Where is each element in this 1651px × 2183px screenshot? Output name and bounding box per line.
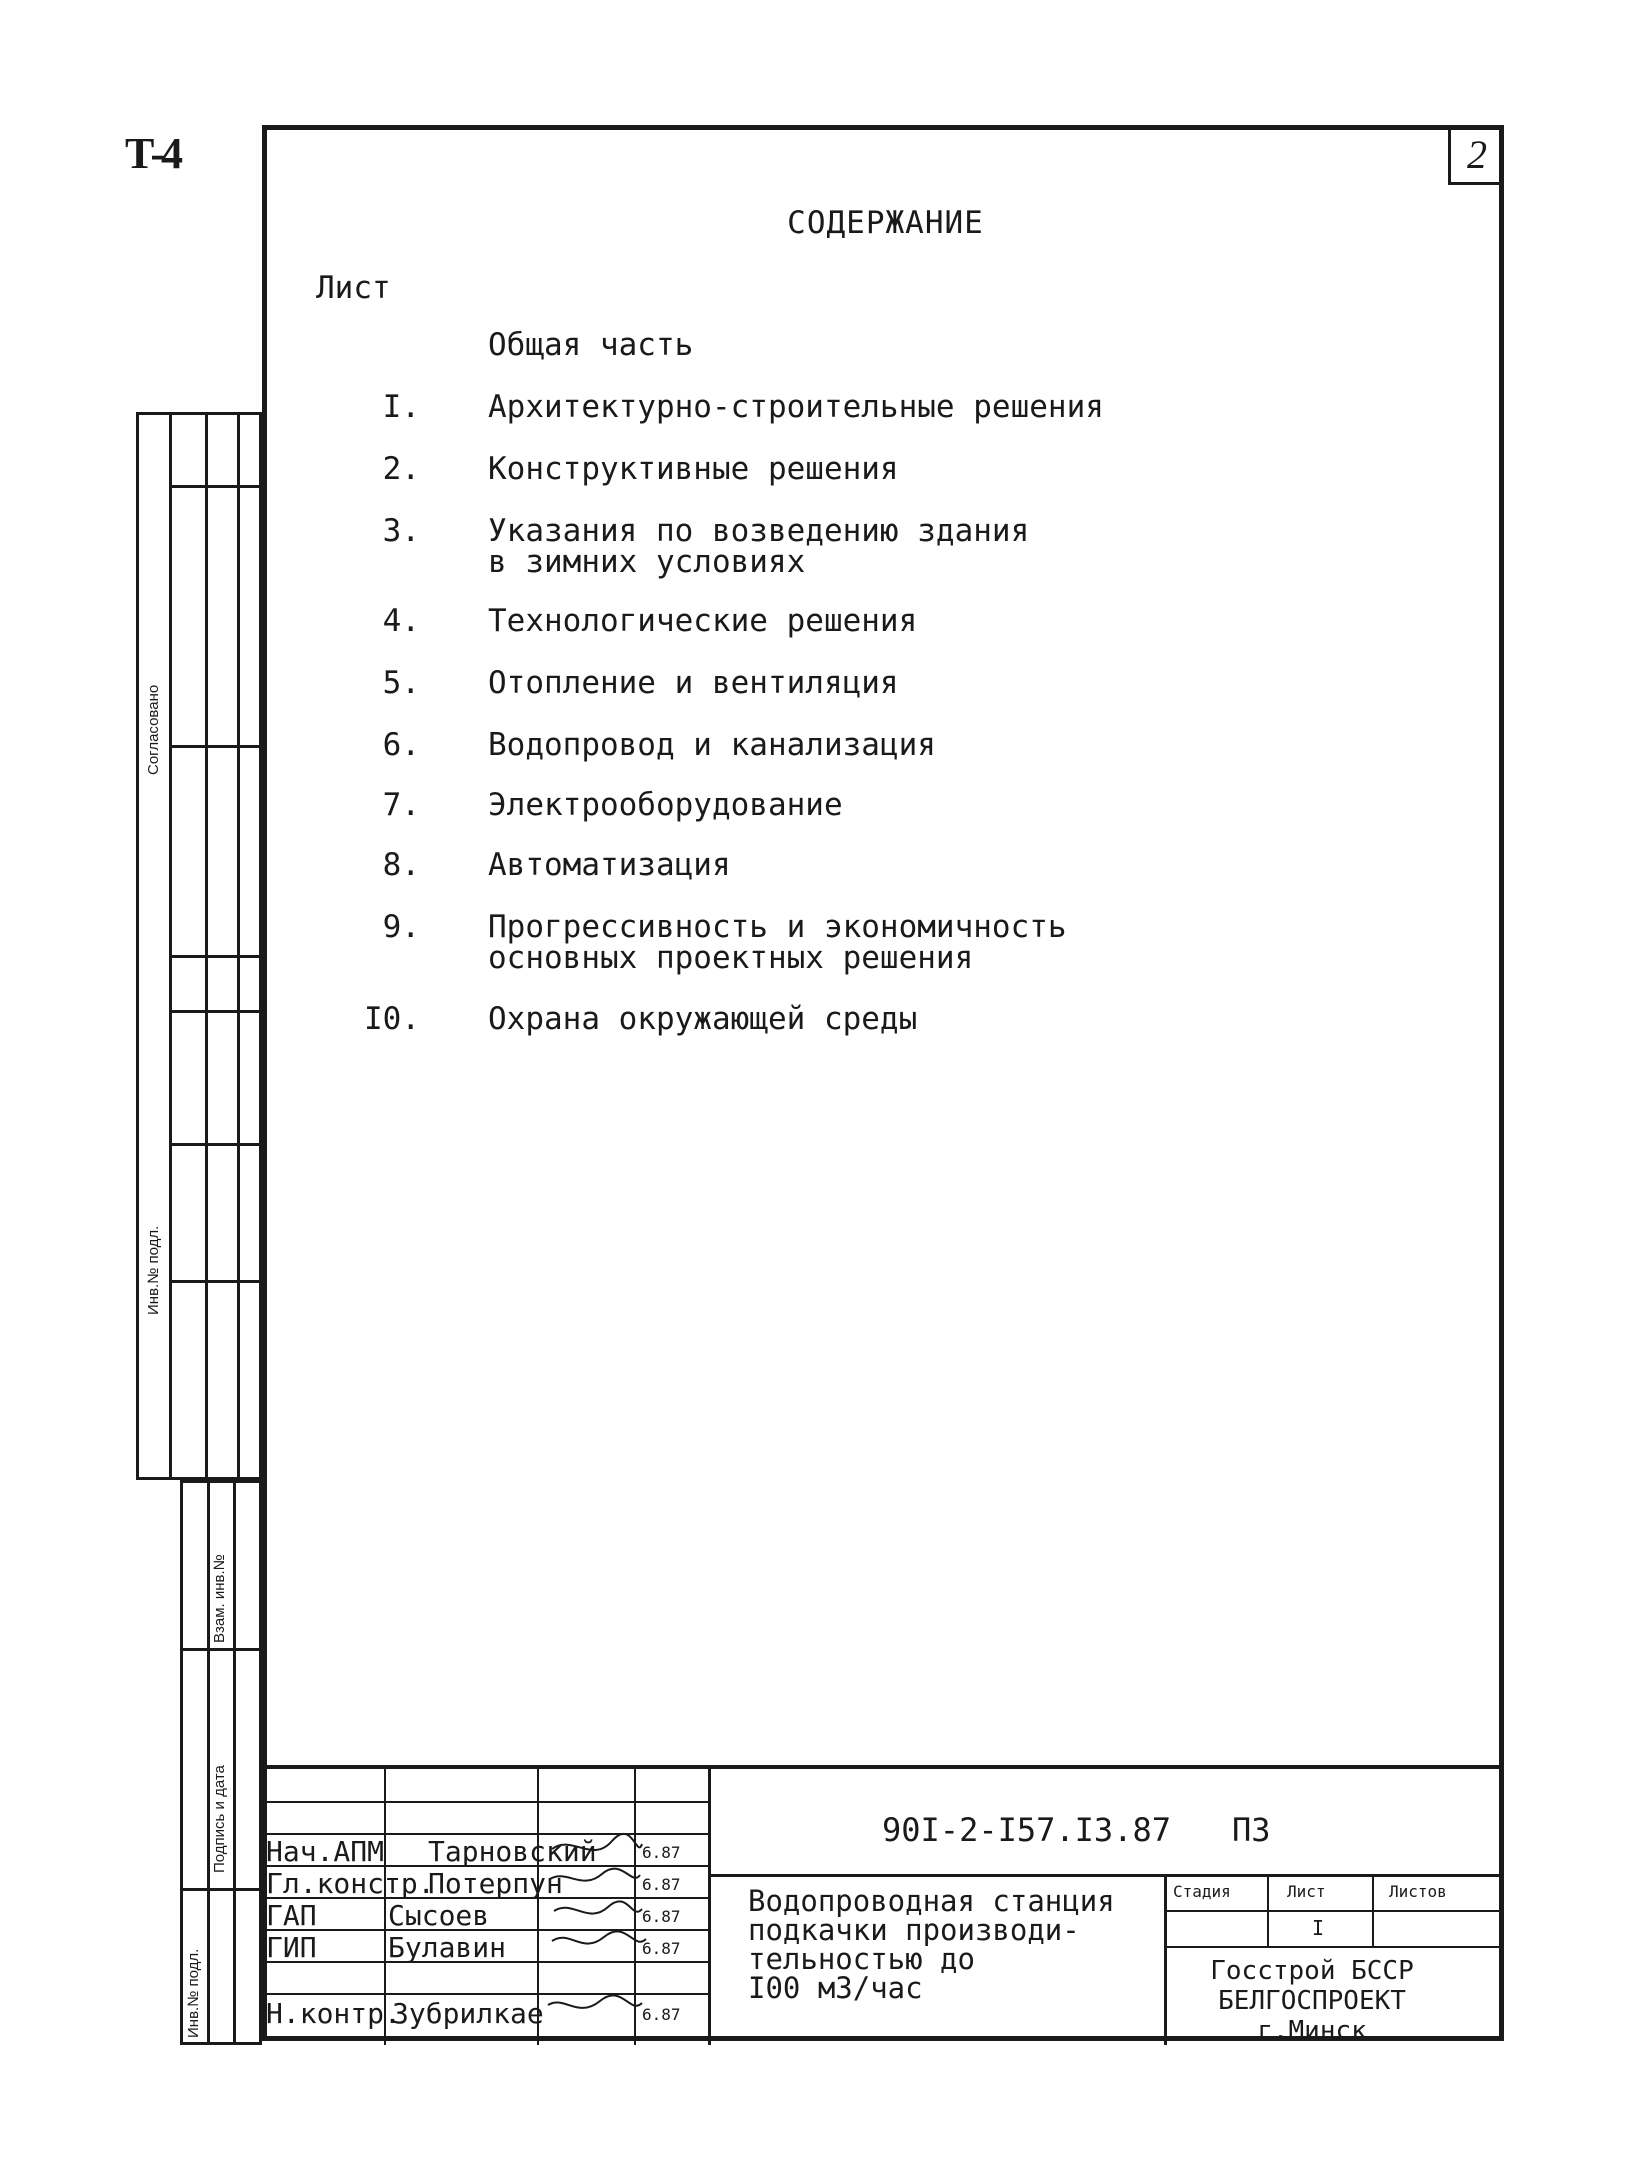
list-item: [382, 909, 1300, 1004]
strip-divider: [183, 1648, 259, 1651]
toc-title: Электрооборудование: [488, 787, 843, 823]
signature-strip: [180, 1480, 262, 2045]
strip-divider: [169, 1280, 259, 1283]
sheet-number: 2: [1448, 128, 1503, 185]
approval-strip: [136, 412, 262, 1480]
page-title: СОДЕРЖАНИЕ: [787, 205, 984, 241]
sheets-header: Листов: [1389, 1882, 1447, 1901]
name-cell: Тарновский: [428, 1835, 597, 1868]
toc-number: I.: [382, 389, 420, 425]
name-cell: Булавин: [388, 1931, 507, 1964]
document-code: 90I-2-I57.I3.87: [882, 1811, 1171, 1849]
handwritten-signatures: [542, 1829, 652, 2029]
toc-number: 3.: [382, 513, 420, 549]
toc-number: I0.: [364, 1001, 420, 1037]
col-divider: [1372, 1874, 1374, 1910]
strip-label: Инв.№ подл.: [185, 1948, 202, 2038]
sheet-value: I: [1312, 1916, 1325, 1940]
list-item: [382, 513, 1300, 606]
list-item: [382, 389, 1300, 454]
list-item: [364, 1001, 1300, 1066]
organization: Госстрой БССР БЕЛГОСПРОЕКТ г.Минск: [1210, 1956, 1414, 2046]
strip-divider: [169, 1143, 259, 1146]
col-divider: [1267, 1874, 1269, 1910]
toc-general-label: Общая часть: [488, 327, 694, 363]
role-cell: ГАП: [266, 1899, 317, 1932]
date-cell: 6.87: [642, 1907, 681, 1926]
stage-header: Стадия: [1173, 1882, 1231, 1901]
role-cell: ГИП: [266, 1931, 317, 1964]
toc-number: 8.: [382, 847, 420, 883]
toc-title: Водопровод и канализация: [488, 727, 936, 763]
strip-divider: [237, 415, 240, 1477]
sheet-info-headers: [1167, 1874, 1504, 1912]
column-header: Лист: [316, 270, 391, 306]
title-block: [262, 1765, 1504, 2045]
role-cell: Гл.констр.: [266, 1867, 435, 1900]
toc-number: 6.: [382, 727, 420, 763]
strip-label: Инв.№ подл.: [145, 1225, 162, 1315]
role-cell: Нач.АПМ: [266, 1835, 385, 1868]
strip-divider: [169, 745, 259, 748]
row-divider: [262, 1801, 708, 1803]
col-divider: [1372, 1910, 1374, 1946]
toc-title: Указания по возведению здания в зимних условиях: [488, 513, 1030, 580]
signatures-table: [262, 1769, 711, 2045]
list-item: [382, 727, 1300, 790]
strip-divider: [169, 415, 172, 1477]
toc-title: Архитектурно-строительные решения: [488, 389, 1104, 425]
project-name: Водопроводная станция подкачки производи- тельностью до I00 м3/час: [748, 1884, 1115, 2005]
toc-title: Автоматизация: [488, 847, 731, 883]
name-cell: Зубрилкае: [392, 1997, 544, 2030]
table-of-contents: [364, 327, 1300, 1066]
list-item: [382, 665, 1300, 730]
strip-divider: [183, 1888, 259, 1891]
toc-title: Отопление и вентиляция: [488, 665, 899, 701]
col-divider: [1267, 1910, 1269, 1946]
document-type: ПЗ: [1232, 1811, 1271, 1849]
list-item: [382, 787, 1300, 850]
toc-title: Конструктивные решения: [488, 451, 899, 487]
strip-divider: [205, 415, 208, 1477]
toc-number: 2.: [382, 451, 420, 487]
sheet-header: Лист: [1287, 1882, 1326, 1901]
strip-divider: [233, 1483, 236, 2042]
list-item: [382, 847, 1300, 912]
toc-number: 9.: [382, 909, 420, 945]
toc-number: 7.: [382, 787, 420, 823]
strip-label: Согласовано: [145, 684, 162, 775]
role-cell: Н.контр.: [266, 1997, 401, 2030]
toc-title: Прогрессивность и экономичность основных проектных решения: [488, 909, 1067, 976]
sheet-info: [1164, 1874, 1504, 2045]
toc-general-part: [400, 327, 1300, 392]
strip-divider: [169, 955, 259, 958]
date-cell: 6.87: [642, 1939, 681, 1958]
sheet-info-values: [1167, 1910, 1504, 1948]
corner-mark: Т-4: [125, 129, 179, 178]
toc-number: 4.: [382, 603, 420, 639]
toc-title: Охрана окружающей среды: [488, 1001, 918, 1037]
toc-title: Технологические решения: [488, 603, 918, 639]
strip-divider: [207, 1483, 210, 2042]
strip-divider: [169, 1010, 259, 1013]
toc-number: 5.: [382, 665, 420, 701]
name-cell: Потерпун: [428, 1867, 563, 1900]
date-cell: 6.87: [642, 2005, 681, 2024]
date-cell: 6.87: [642, 1875, 681, 1894]
strip-label: Подпись и дата: [211, 1765, 228, 1873]
strip-label: Взам. инв.№: [211, 1554, 228, 1643]
date-cell: 6.87: [642, 1843, 681, 1862]
list-item: [382, 603, 1300, 668]
list-item: [382, 451, 1300, 516]
strip-divider: [169, 485, 259, 488]
name-cell: Сысоев: [388, 1899, 490, 1932]
